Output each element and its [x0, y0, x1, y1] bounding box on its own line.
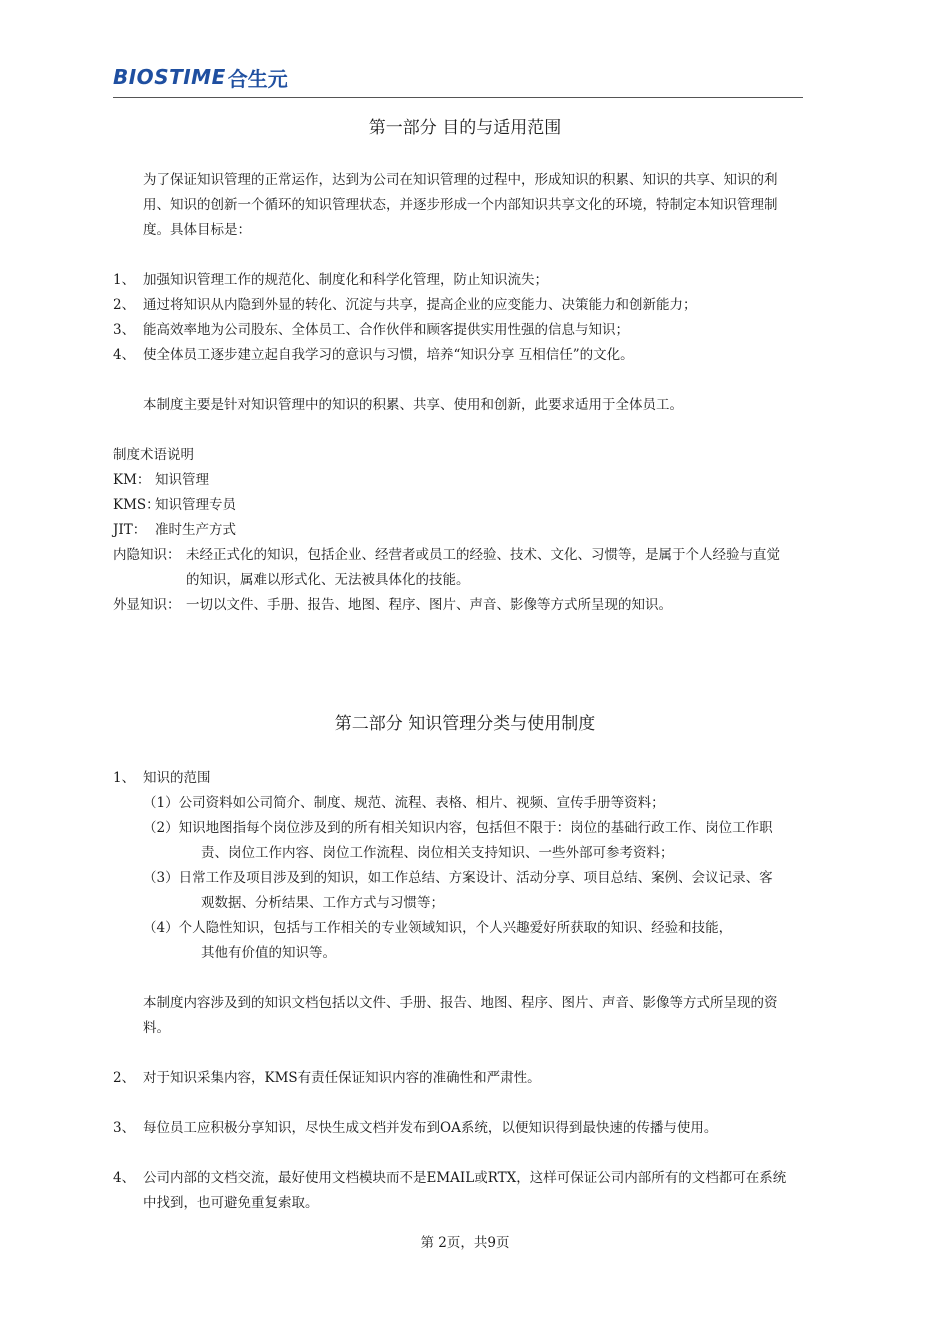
term-label: KMS： — [113, 497, 160, 513]
terms-heading: 制度术语说明 — [113, 447, 194, 463]
item-number: 4、 — [113, 1170, 136, 1186]
term-definition: 知识管理 — [155, 472, 209, 488]
tacit-definition-line-1: 未经正式化的知识，包括企业、经营者或员工的经验、技术、文化、习惯等，是属于个人经验与直觉 — [186, 547, 780, 563]
item-number: 2、 — [113, 1070, 136, 1086]
term-definition: 准时生产方式 — [155, 522, 236, 538]
sub-item-1: （1）公司资料如公司简介、制度、规范、流程、表格、相片、视频、宣传手册等资料； — [143, 795, 665, 811]
goal-number: 1、 — [113, 272, 136, 288]
tacit-definition-line-2: 的知识，属难以形式化、无法被具体化的技能。 — [186, 572, 470, 588]
sub-item-3-line-2: 观数据、分析结果、工作方式与习惯等； — [201, 895, 444, 911]
documents-line-2: 料。 — [143, 1020, 170, 1036]
sub-item-4-line-2: 其他有价值的知识等。 — [201, 945, 336, 961]
explicit-term: 外显知识： — [113, 597, 181, 613]
part1-title: 第一部分 目的与适用范围 — [368, 118, 562, 138]
term-label: JIT： — [113, 522, 147, 538]
header-divider — [113, 97, 803, 98]
goal-number: 3、 — [113, 322, 136, 338]
explicit-definition: 一切以文件、手册、报告、地图、程序、图片、声音、影像等方式所呈现的知识。 — [186, 597, 672, 613]
sub-item-2-line-2: 责、岗位工作内容、岗位工作流程、岗位相关支持知识、一些外部可参考资料； — [201, 845, 674, 861]
item3-text: 每位员工应积极分享知识，尽快生成文档并发布到OA系统，以便知识得到最快速的传播与使用。 — [143, 1120, 718, 1136]
goal-number: 2、 — [113, 297, 136, 313]
item-number: 1、 — [113, 770, 136, 786]
intro-line-2: 用、知识的创新一个循环的知识管理状态，并逐步形成一个内部知识共享文化的环境，特制定本知识管理制 — [143, 197, 778, 213]
term-definition: 知识管理专员 — [155, 497, 236, 513]
documents-line-1: 本制度内容涉及到的知识文档包括以文件、手册、报告、地图、程序、图片、声音、影像等方式所呈现的资 — [143, 995, 778, 1011]
goal-number: 4、 — [113, 347, 136, 363]
item4-line-2: 中找到，也可避免重复索取。 — [143, 1195, 319, 1211]
logo-english: BIOSTIME — [113, 65, 226, 89]
goal-text: 通过将知识从内隐到外显的转化、沉淀与共享，提高企业的应变能力、决策能力和创新能力； — [143, 297, 697, 313]
sub-item-2-line-1: （2）知识地图指每个岗位涉及到的所有相关知识内容，包括但不限于：岗位的基础行政工作、岗位工作职 — [143, 820, 773, 836]
term-label: KM： — [113, 472, 151, 488]
item2-text: 对于知识采集内容，KMS有责任保证知识内容的准确性和严肃性。 — [143, 1070, 541, 1086]
goal-text: 能高效率地为公司股东、全体员工、合作伙伴和顾客提供实用性强的信息与知识； — [143, 322, 629, 338]
tacit-term: 内隐知识： — [113, 547, 181, 563]
goal-text: 使全体员工逐步建立起自我学习的意识与习惯，培养“知识分享 互相信任”的文化。 — [143, 347, 634, 363]
goal-text: 加强知识管理工作的规范化、制度化和科学化管理，防止知识流失； — [143, 272, 548, 288]
page-number: 第 2页，共9页 — [420, 1235, 510, 1251]
item4-line-1: 公司内部的文档交流，最好使用文档模块而不是EMAIL或RTX，这样可保证公司内部所有的文档都可在系统 — [143, 1170, 787, 1186]
sub-item-4-line-1: （4）个人隐性知识，包括与工作相关的专业领域知识，个人兴趣爱好所获取的知识、经验和技能， — [143, 920, 733, 936]
scope-paragraph: 本制度主要是针对知识管理中的知识的积累、共享、使用和创新，此要求适用于全体员工。 — [143, 397, 683, 413]
logo-chinese: 合生元 — [227, 66, 288, 91]
item1-title: 知识的范围 — [143, 770, 211, 786]
intro-line-3: 度。具体目标是： — [143, 222, 251, 238]
intro-line-1: 为了保证知识管理的正常运作，达到为公司在知识管理的过程中，形成知识的积累、知识的共享、知识的利 — [143, 172, 778, 188]
sub-item-3-line-1: （3）日常工作及项目涉及到的知识，如工作总结、方案设计、活动分享、项目总结、案例、会议记录、客 — [143, 870, 773, 886]
company-logo — [113, 64, 288, 90]
part2-title: 第二部分 知识管理分类与使用制度 — [334, 714, 596, 734]
item-number: 3、 — [113, 1120, 136, 1136]
